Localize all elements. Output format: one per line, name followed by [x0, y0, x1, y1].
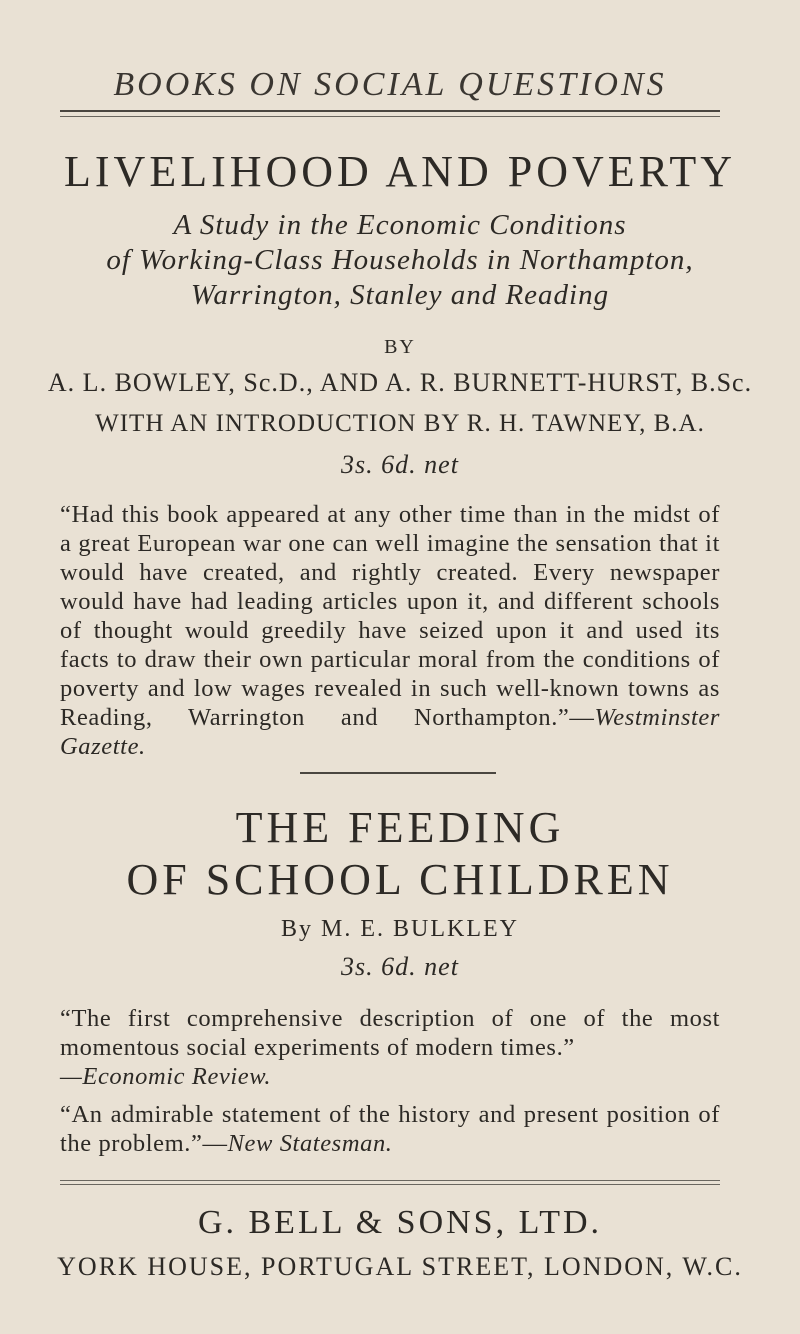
- book2-review-2: [60, 1100, 720, 1158]
- book2-title-line-2: OF SCHOOL CHILDREN: [126, 855, 674, 904]
- book2-title-line-1: THE FEEDING: [235, 803, 565, 852]
- book1-subtitle-line-2: of Working-Class Households in Northampton,: [106, 244, 694, 276]
- book1-introduction: WITH AN INTRODUCTION BY R. H. TAWNEY, B.A.: [95, 410, 705, 437]
- book2-price: 3s. 6d. net: [341, 952, 459, 981]
- footer-rule-2: [60, 1184, 720, 1185]
- publisher-name: G. BELL & SONS, LTD.: [197, 1204, 603, 1241]
- book2-review-1: [60, 1004, 720, 1091]
- book2-review-1-source: —Economic Review.: [60, 1063, 272, 1090]
- publisher-address: YORK HOUSE, PORTUGAL STREET, LONDON, W.C.: [57, 1252, 743, 1281]
- book1-authors: A. L. BOWLEY, Sc.D., AND A. R. BURNETT-HURST, B.Sc.: [47, 368, 753, 397]
- book2-review-2-source: New Statesman.: [227, 1130, 393, 1157]
- book2-review-2-text: “An admirable statement of the history and present position of the problem.”—: [60, 1101, 720, 1157]
- book2-review-1-text: “The first comprehensive description of one of the most momentous social experiments of modern times.”: [60, 1005, 720, 1061]
- header-rule: [60, 110, 720, 117]
- footer-rule-1: [60, 1180, 720, 1181]
- book1-review-source: Westminster Gazette.: [60, 704, 720, 760]
- book1-subtitle-line-1: A Study in the Economic Conditions: [173, 209, 627, 241]
- book2-author: By M. E. BULKLEY: [281, 916, 519, 942]
- book1-price: 3s. 6d. net: [341, 450, 459, 479]
- section-divider: [300, 772, 496, 774]
- book1-review: [60, 500, 720, 761]
- book1-by: BY: [384, 336, 416, 358]
- book1-review-text: “Had this book appeared at any other time than in the midst of a great European war one can well imagine the sensation that it would have created, and rightly created. Every newspaper would have had leading articles upon it, and different schools of thought would greedily have seized upon it and used its facts to draw their own particular moral from the conditions of poverty and low wages revealed in such well-known towns as Reading, Warrington and Northampton.”—: [60, 501, 720, 731]
- book1-subtitle-line-3: Warrington, Stanley and Reading: [190, 279, 610, 311]
- series-heading: BOOKS ON SOCIAL QUESTIONS: [113, 66, 667, 103]
- book1-title: LIVELIHOOD AND POVERTY: [64, 147, 736, 196]
